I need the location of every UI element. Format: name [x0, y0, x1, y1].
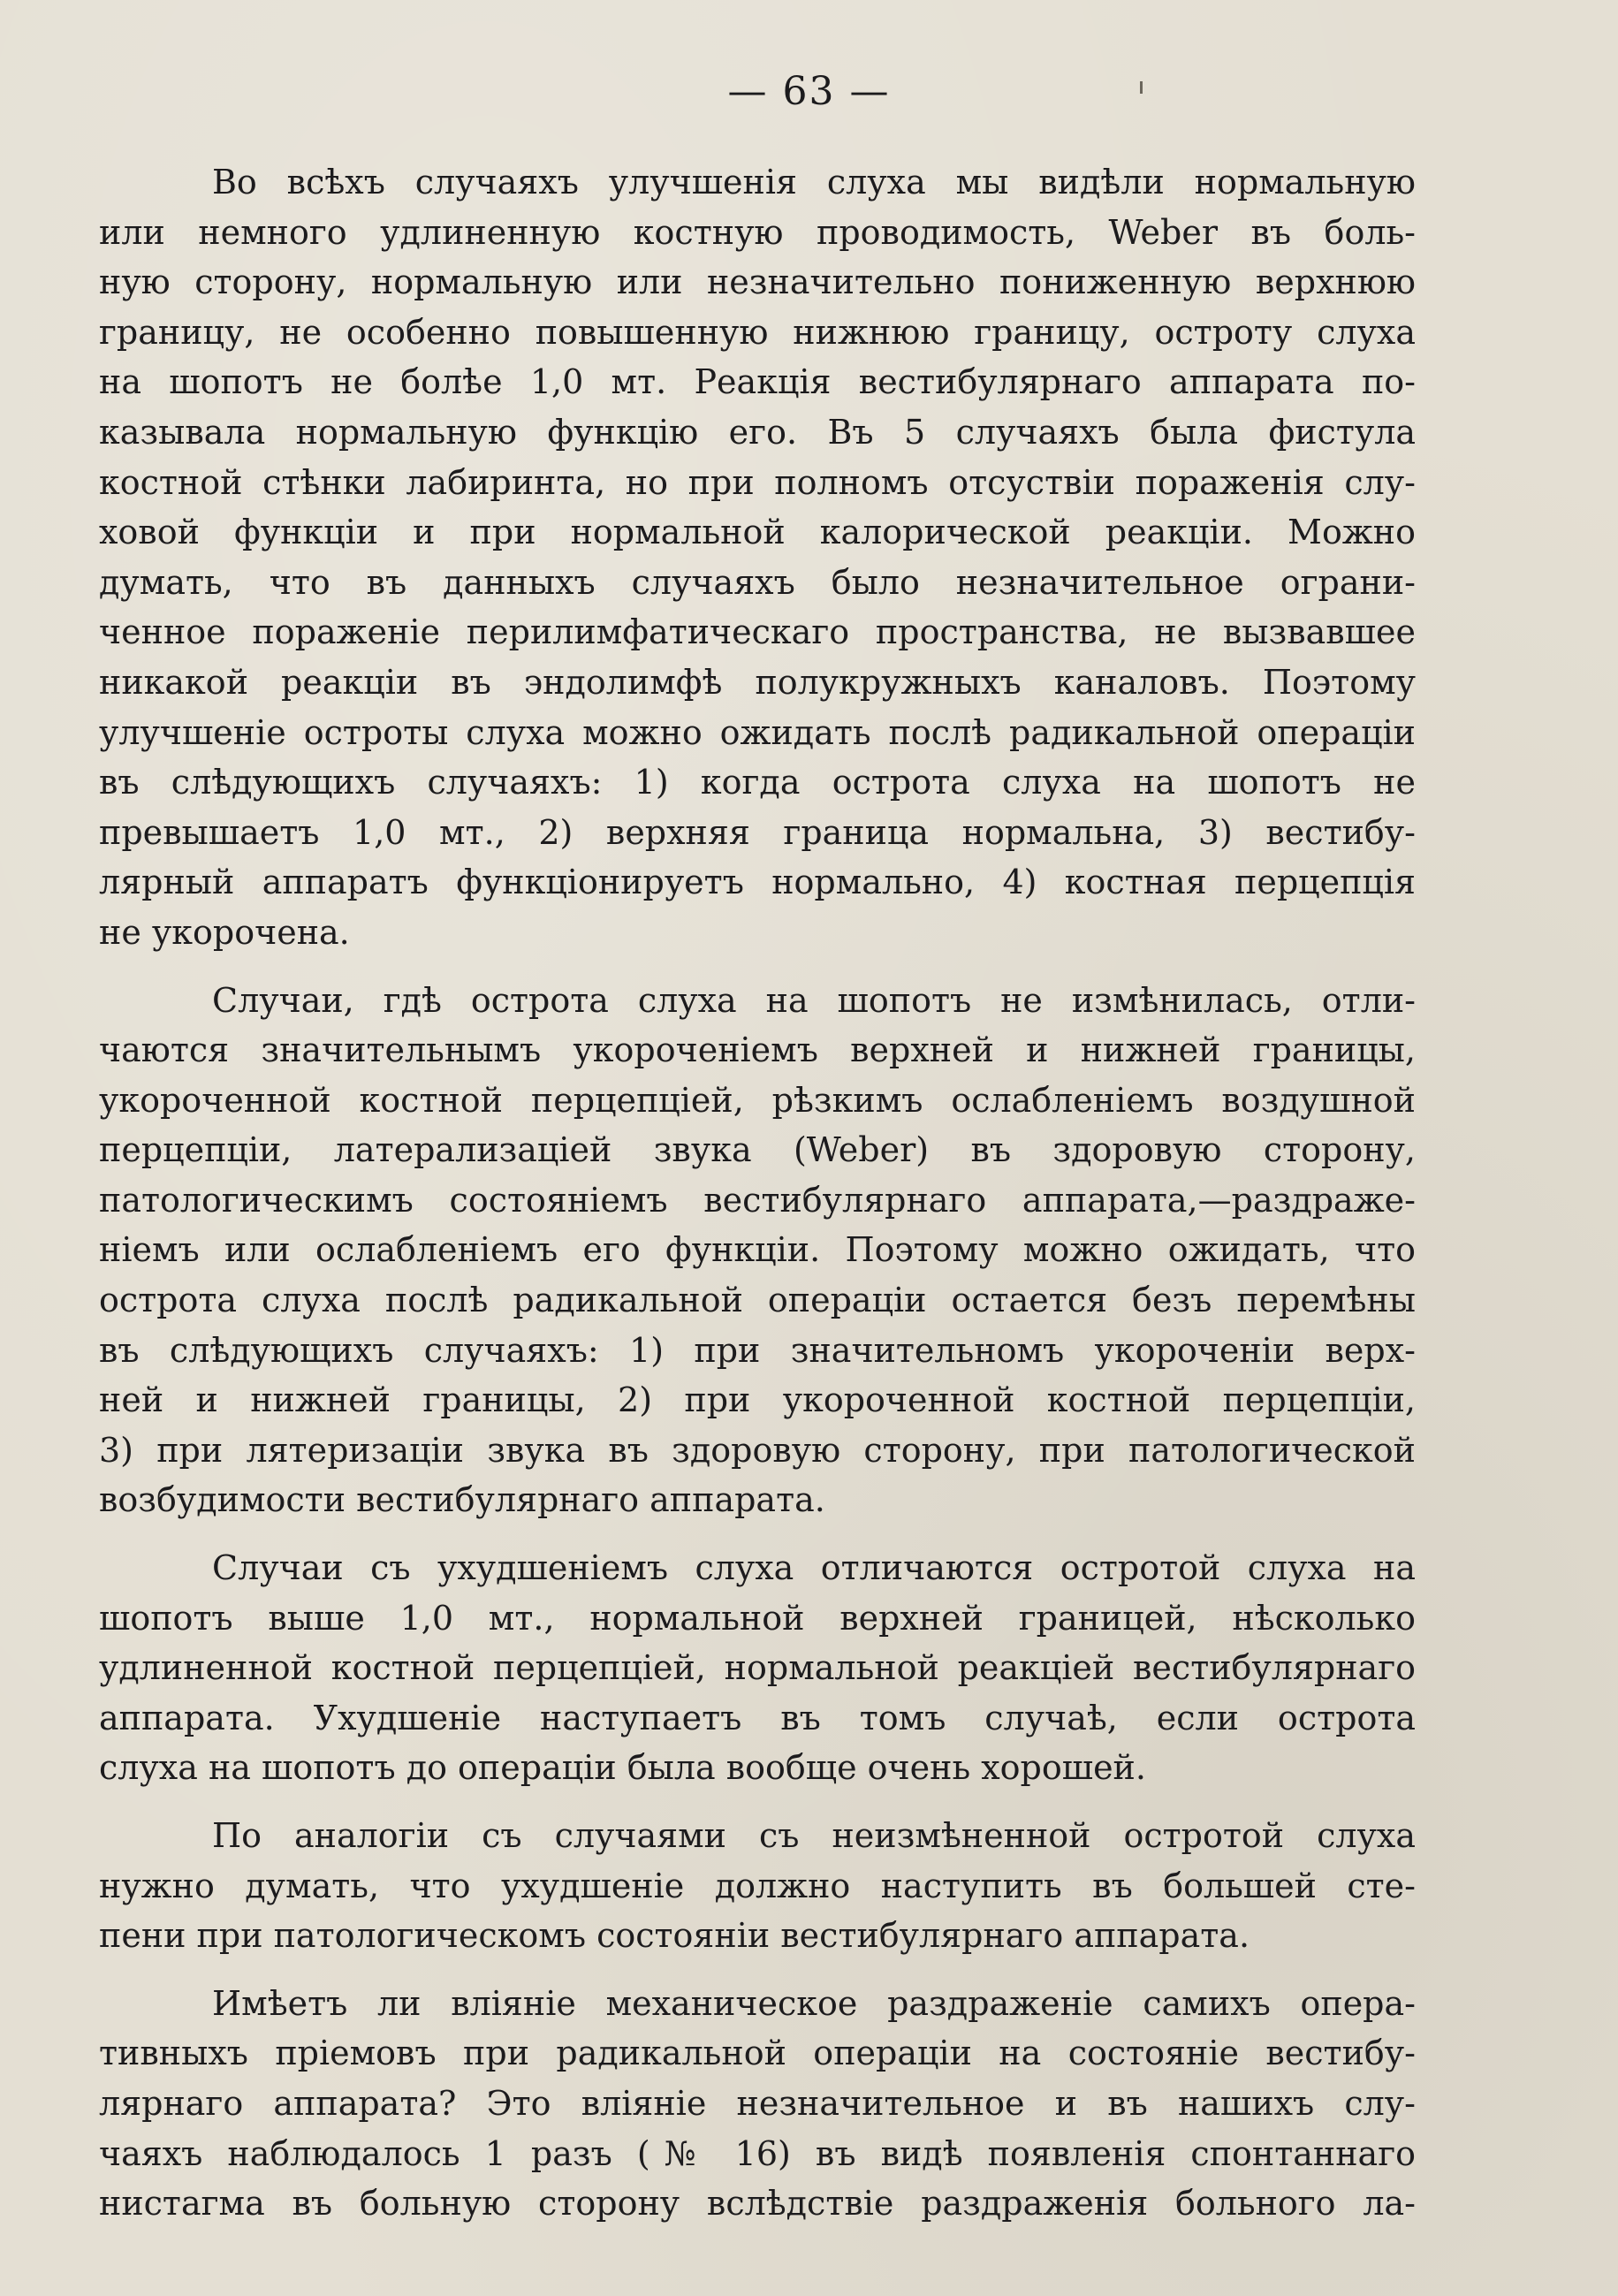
paragraph-gap: [99, 1793, 1416, 1811]
paragraph: [99, 1543, 1416, 1793]
text-line: костной стѣнки лабиринта, но при полномъ отсуствіи пораженія слу-: [99, 462, 1416, 502]
text-line: на шопотъ не болѣе 1,0 мт. Реакція вестибулярнаго аппарата по-: [99, 362, 1416, 402]
text-line: въ слѣдующихъ случаяхъ: 1) при значительномъ укороченіи верх-: [99, 1330, 1416, 1370]
text-line: аппарата. Ухудшеніе наступаетъ въ томъ случаѣ, если острота: [99, 1698, 1416, 1737]
text-line: не укорочена.: [99, 912, 350, 952]
text-line: чаются значительнымъ укороченіемъ верхней и нижней границы,: [99, 1030, 1416, 1070]
text-line: Случаи, гдѣ острота слуха на шопотъ не измѣнилась, отли-: [212, 980, 1416, 1020]
text-line: Имѣетъ ли вліяніе механическое раздраженіе самихъ опера-: [212, 1983, 1416, 2023]
text-line: Случаи съ ухудшеніемъ слуха отличаются остротой слуха на: [212, 1548, 1416, 1588]
text-line: превышаетъ 1,0 мт., 2) верхняя граница нормальна, 3) вестибу-: [99, 812, 1416, 852]
text-line: ченное пораженіе перилимфатическаго пространства, не вызвавшее: [99, 612, 1416, 652]
text-line: никакой реакціи въ эндолимфѣ полукружныхъ каналовъ. Поэтому: [99, 662, 1416, 702]
text-line: лярнаго аппарата? Это вліяніе незначительное и въ нашихъ слу-: [99, 2083, 1416, 2123]
text-line: перцепціи, латерализаціей звука (Weber) въ здоровую сторону,: [99, 1130, 1416, 1170]
text-line: возбудимости вестибулярнаго аппарата.: [99, 1480, 825, 1520]
text-line: думать, что въ данныхъ случаяхъ было незначительное ограни-: [99, 562, 1416, 602]
page-number: — 63 —: [727, 69, 891, 114]
text-line: удлиненной костной перцепціей, нормальной реакціей вестибулярнаго: [99, 1648, 1416, 1688]
text-line: казывала нормальную функцію его. Въ 5 случаяхъ была фистула: [99, 412, 1416, 452]
paragraph-gap: [99, 1525, 1416, 1543]
text-line: тивныхъ пріемовъ при радикальной операціи на состояніе вестибу-: [99, 2034, 1416, 2073]
text-line: нистагма въ больную сторону вслѣдствіе раздраженія больного ла-: [99, 2184, 1416, 2224]
scan-mark: [1140, 81, 1143, 94]
text-line: патологическимъ состояніемъ вестибулярнаго аппарата,—раздраже-: [99, 1180, 1416, 1220]
paragraph: [99, 1811, 1416, 1961]
text-line: 3) при лятеризаціи звука въ здоровую сторону, при патологической: [99, 1430, 1416, 1470]
text-line: острота слуха послѣ радикальной операціи остается безъ перемѣны: [99, 1281, 1416, 1320]
text-line: пени при патологическомъ состояніи вестибулярнаго аппарата.: [99, 1916, 1250, 1956]
text-line: По аналогіи съ случаями съ неизмѣненной остротой слуха: [212, 1816, 1416, 1855]
text-line: ную сторону, нормальную или незначительно пониженную верхнюю: [99, 262, 1416, 302]
body-text: [99, 157, 1416, 2229]
paragraph: [99, 976, 1416, 1526]
text-line: ховой функціи и при нормальной калорической реакціи. Можно: [99, 513, 1416, 552]
text-line: слуха на шопотъ до операціи была вообще очень хорошей.: [99, 1748, 1146, 1788]
text-line: ніемъ или ослабленіемъ его функціи. Поэтому можно ожидать, что: [99, 1230, 1416, 1270]
text-line: лярный аппаратъ функціонируетъ нормально, 4) костная перцепція: [99, 863, 1416, 902]
paragraph-gap: [99, 1961, 1416, 1979]
text-line: ней и нижней границы, 2) при укороченной костной перцепціи,: [99, 1380, 1416, 1420]
text-line: въ слѣдующихъ случаяхъ: 1) когда острота слуха на шопотъ не: [99, 763, 1416, 802]
text-line: шопотъ выше 1,0 мт., нормальной верхней границей, нѣсколько: [99, 1598, 1416, 1638]
text-line: улучшеніе остроты слуха можно ожидать послѣ радикальной операціи: [99, 712, 1416, 752]
paragraph-gap: [99, 958, 1416, 976]
text-line: нужно думать, что ухудшеніе должно наступить въ большей сте-: [99, 1866, 1416, 1905]
text-line: Во всѣхъ случаяхъ улучшенія слуха мы видѣли нормальную: [212, 163, 1416, 201]
paragraph: [99, 157, 1416, 958]
text-line: чаяхъ наблюдалось 1 разъ (№ 16) въ видѣ появленія спонтаннаго: [99, 2133, 1416, 2173]
text-line: укороченной костной перцепціей, рѣзкимъ ослабленіемъ воздушной: [99, 1080, 1416, 1120]
paragraph: [99, 1979, 1416, 2229]
text-line: или немного удлиненную костную проводимость, Weber въ боль-: [99, 212, 1416, 252]
text-line: границу, не особенно повышенную нижнюю границу, остроту слуха: [99, 312, 1416, 352]
